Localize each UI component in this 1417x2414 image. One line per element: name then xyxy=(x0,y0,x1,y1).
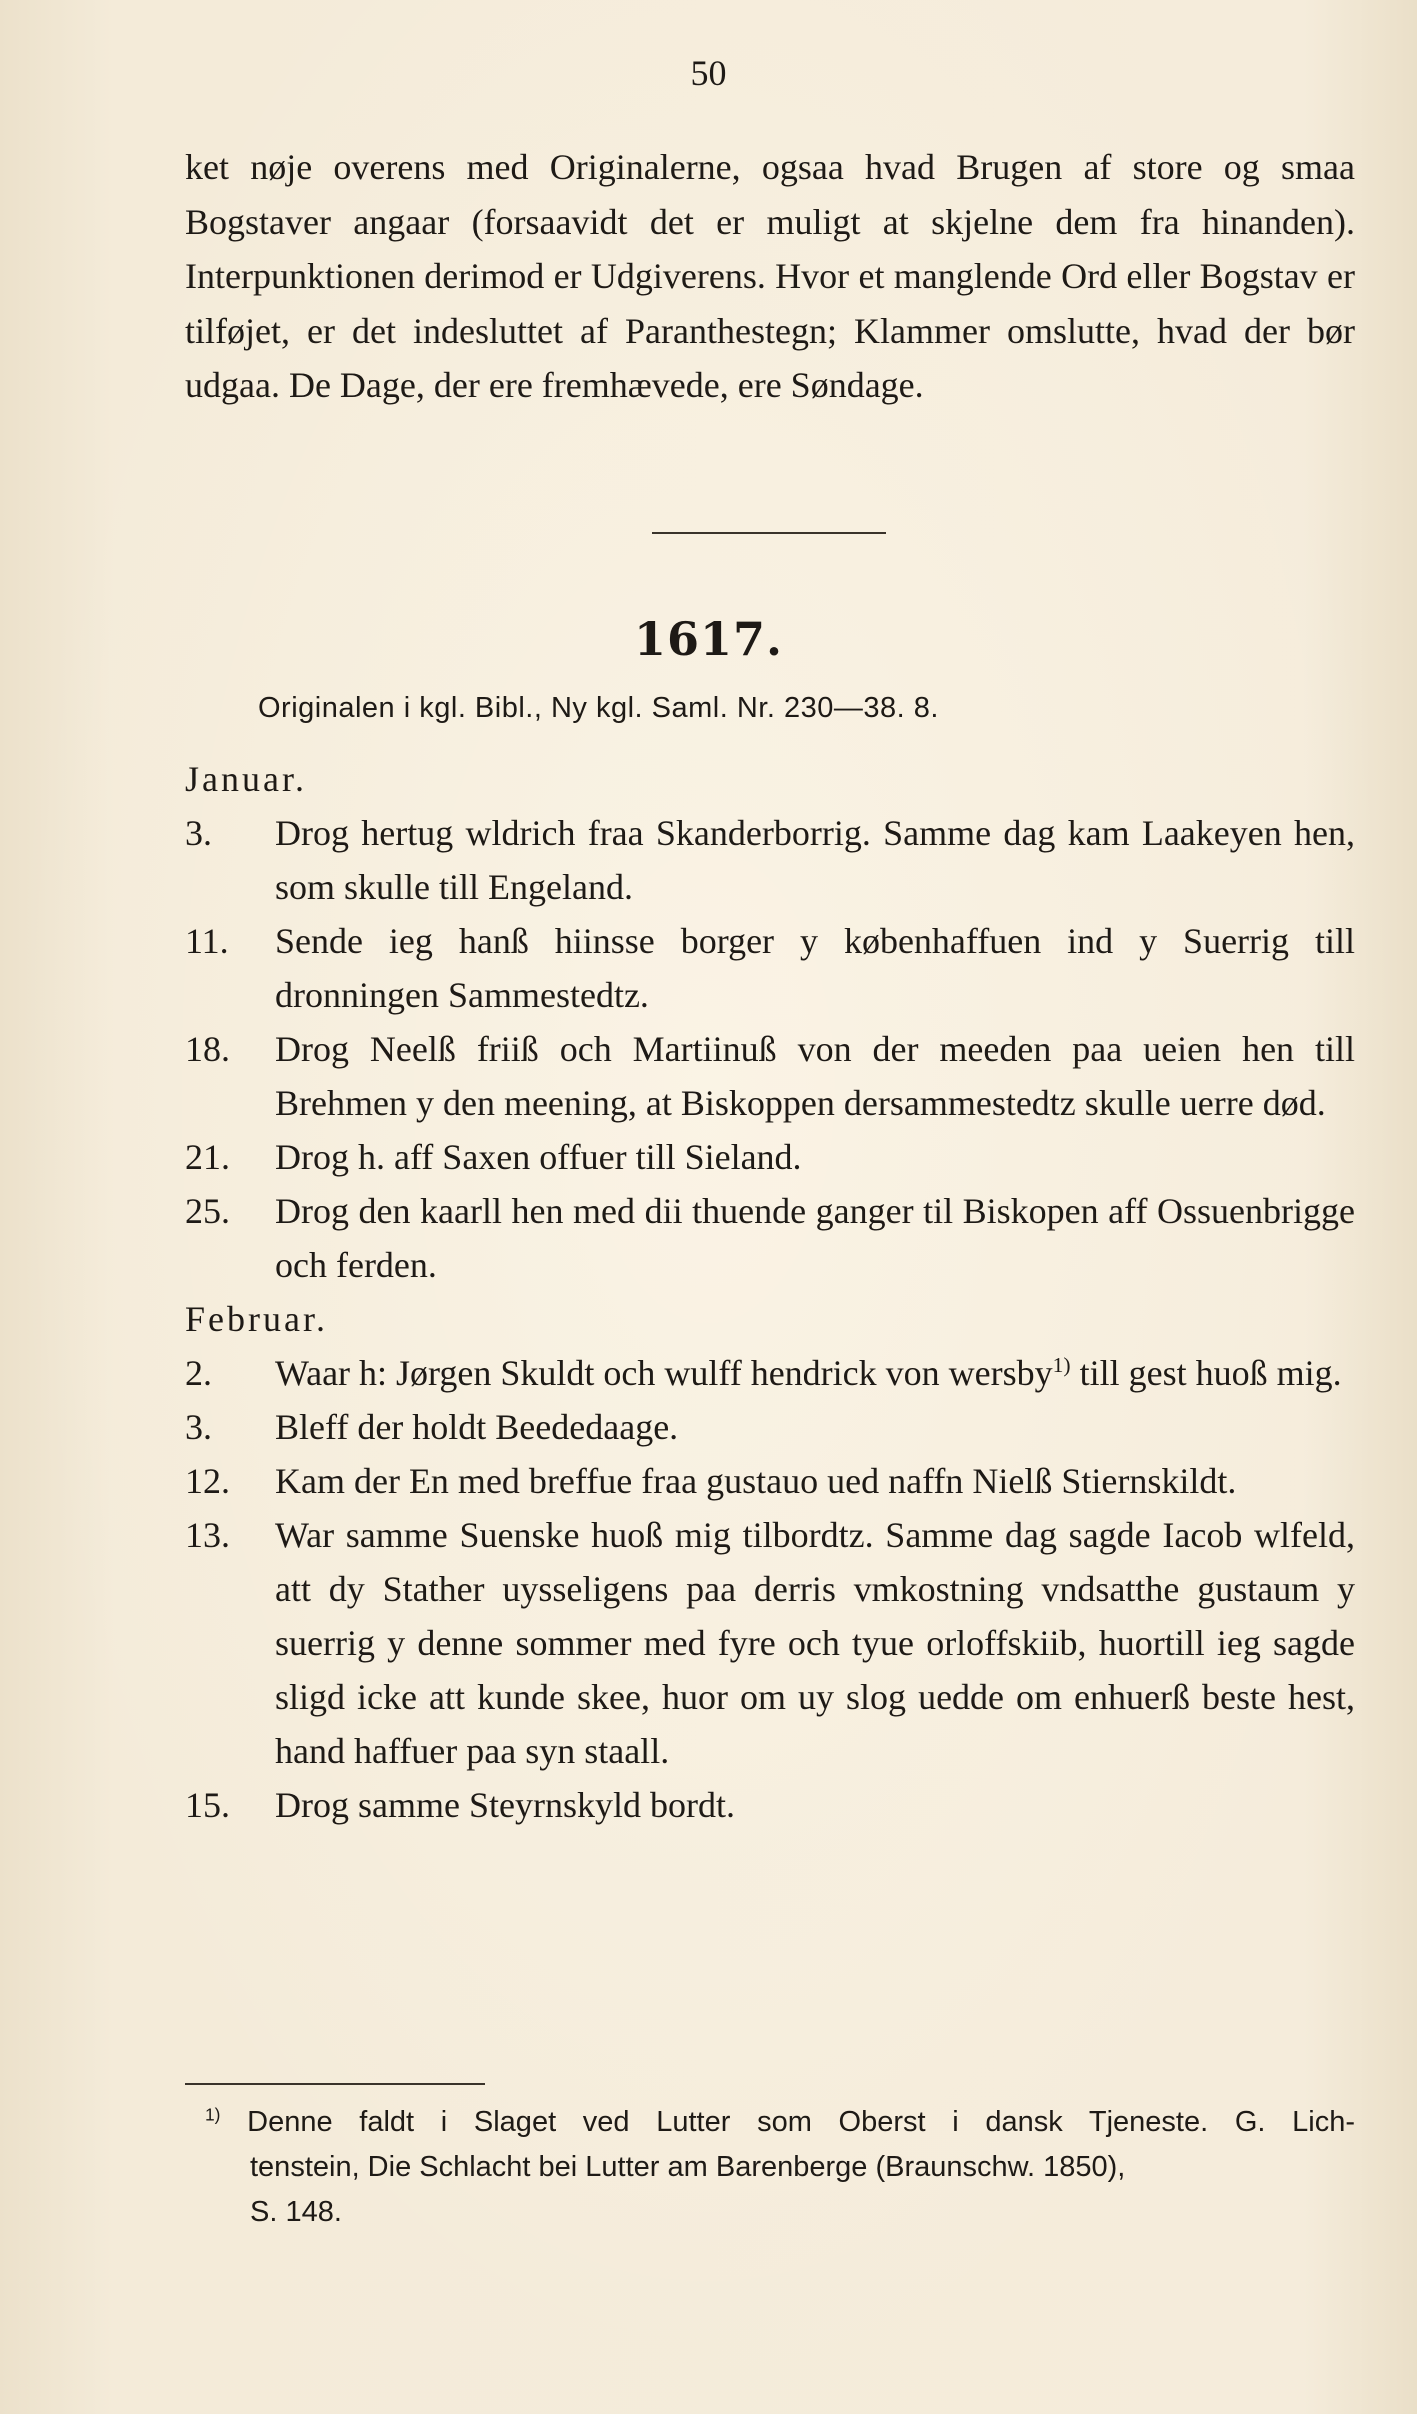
footnote xyxy=(205,2100,1355,2235)
entry-text: Waar h: Jørgen Skuldt och wulff hendrick von wersby xyxy=(275,1353,1053,1393)
month-heading-january: Januar. xyxy=(185,759,307,799)
entry-day: 12. xyxy=(185,1461,230,1501)
diary-entry xyxy=(185,1454,1355,1508)
diary-entry xyxy=(185,1778,1355,1832)
intro-paragraph xyxy=(185,140,1355,413)
entry-day: 13. xyxy=(185,1515,230,1555)
entry-day: 3. xyxy=(185,813,212,853)
footnote-line-1 xyxy=(205,2100,1355,2145)
footnote-divider xyxy=(185,2083,485,2085)
entry-day: 11. xyxy=(185,921,229,961)
entry-text: Drog samme Steyrnskyld bordt. xyxy=(275,1785,735,1825)
diary-entry xyxy=(185,806,1355,914)
page-number: 50 xyxy=(690,53,727,93)
footnote-text-1: Denne faldt i Slaget ved Lutter som Oberst i dansk Tjeneste. G. Lich- xyxy=(247,2106,1355,2138)
entry-text: Bleff der holdt Beededaage. xyxy=(275,1407,679,1447)
diary-entry xyxy=(185,1400,1355,1454)
diary-entry xyxy=(185,1184,1355,1292)
section-divider xyxy=(652,532,886,534)
entry-text: Sende ieg hanß hiinsse borger y københaffuen ind y Suerrig till dronningen Sammestedtz. xyxy=(275,921,1355,1015)
diary-entry xyxy=(185,1508,1355,1778)
diary-entry xyxy=(185,1022,1355,1130)
diary-entry xyxy=(185,1130,1355,1184)
diary-entries xyxy=(185,752,1355,1832)
entry-text: Drog Neelß friiß och Martiinuß von der meeden paa ueien hen till Brehmen y den meening, at Biskoppen dersammestedtz skulle uerre død. xyxy=(275,1029,1355,1123)
entry-day: 2. xyxy=(185,1353,212,1393)
year-heading: 1617. xyxy=(633,612,784,666)
diary-entry xyxy=(185,1346,1355,1400)
intro-text: ket nøje overens med Originalerne, ogsaa hvad Brugen af store og smaa Bogstaver angaar (forsaavidt det er muligt at skjelne dem fra hinanden). Interpunktionen derimod er Udgiverens. Hvor et manglende Ord eller Bogstav er tilføjet, er det indesluttet af Paranthestegn; Klammer omslutte, hvad der bør udgaa. De Dage, der ere fremhævede, ere Søndage. xyxy=(185,147,1355,405)
entry-text: Drog den kaarll hen med dii thuende ganger til Biskopen aff Ossuenbrigge och ferden. xyxy=(275,1191,1355,1285)
source-citation: Originalen i kgl. Bibl., Ny kgl. Saml. Nr. 230—38. 8. xyxy=(258,692,939,724)
entry-day: 21. xyxy=(185,1137,230,1177)
entry-day: 15. xyxy=(185,1785,230,1825)
entry-day: 3. xyxy=(185,1407,212,1447)
entry-day: 25. xyxy=(185,1191,230,1231)
footnote-marker: 1) xyxy=(205,2104,221,2125)
footnote-line-3: S. 148. xyxy=(250,2196,342,2228)
diary-entry xyxy=(185,914,1355,1022)
entry-text: Drog h. aff Saxen offuer till Sieland. xyxy=(275,1137,802,1177)
entry-text: Kam der En med breffue fraa gustauo ued naffn Nielß Stiernskildt. xyxy=(275,1461,1237,1501)
month-heading-february: Februar. xyxy=(185,1299,328,1339)
entry-text-continued: till gest huoß mig. xyxy=(1070,1353,1342,1393)
entry-day: 18. xyxy=(185,1029,230,1069)
footnote-reference[interactable]: 1) xyxy=(1052,1353,1071,1377)
entry-text: Drog hertug wldrich fraa Skanderborrig. Samme dag kam Laakeyen hen, som skulle till Engeland. xyxy=(275,813,1355,907)
footnote-line-2: tenstein, Die Schlacht bei Lutter am Barenberge (Braunschw. 1850), xyxy=(250,2151,1126,2183)
entry-text: War samme Suenske huoß mig tilbordtz. Samme dag sagde Iacob wlfeld, att dy Stather uysseligens paa derris vmkostning vndsatthe gustaum y suerrig y denne sommer med fyre och tyue orloffskiib, huortill ieg sagde sligd icke att kunde skee, huor om uy slog uedde om enhuerß beste hest, hand haffuer paa syn staall. xyxy=(275,1515,1355,1771)
